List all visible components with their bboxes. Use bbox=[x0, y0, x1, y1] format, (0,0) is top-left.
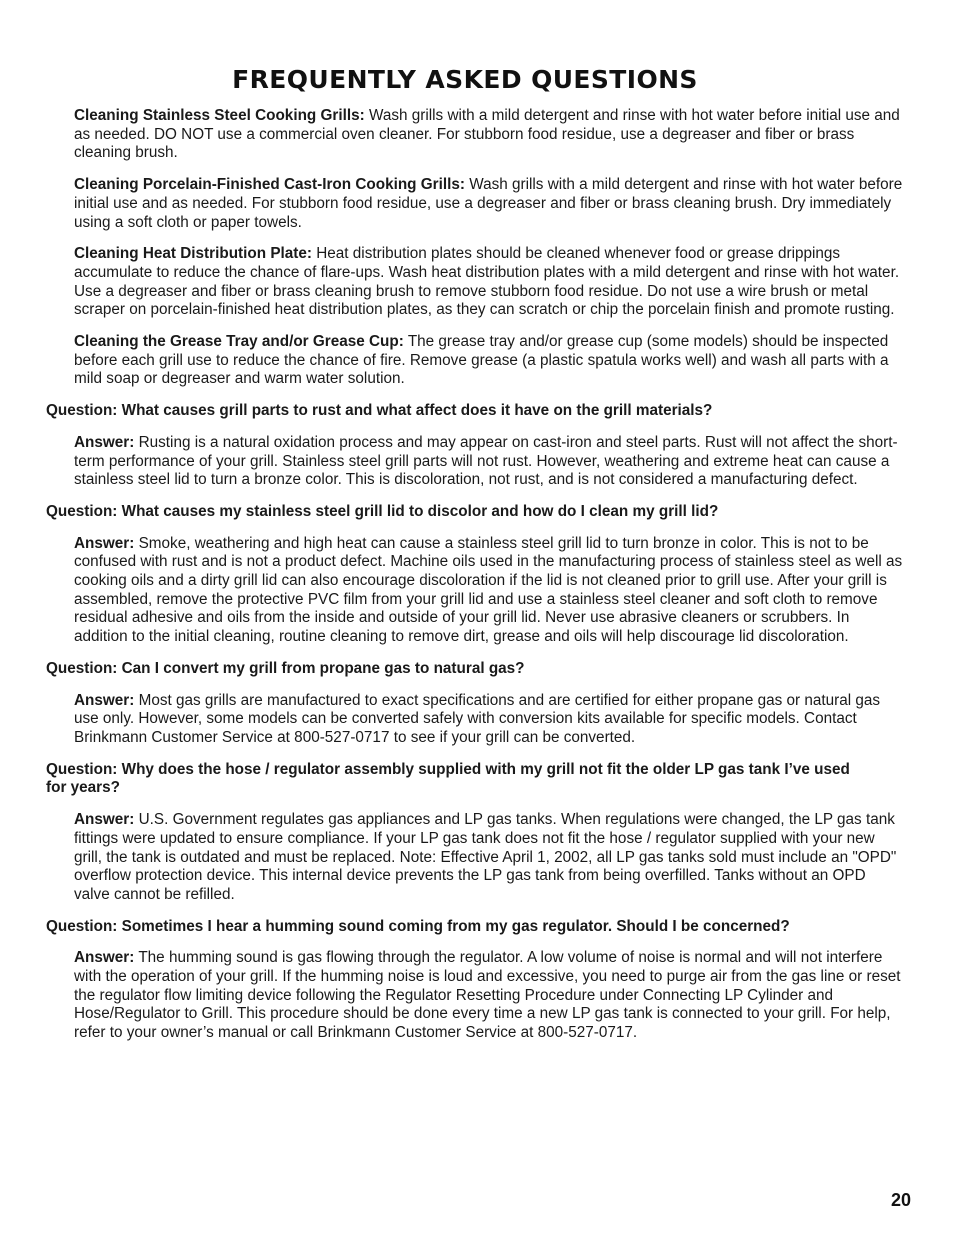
faq-answer-hose-regulator bbox=[46, 811, 904, 905]
answer-text: U.S. Government regulates gas appliances and LP gas tanks. When regulations were changed, the LP gas tank fittings were updated to ensure compliance. If your LP gas tank does not fit the hose / regulator supplied with your new grill, the tank is outdated and must be replaced. Note: Effective April 1, 2002, all LP gas tanks sold must include an "OPD" overflow protection device. This internal device prevents the LP gas tank from being overfilled. Tanks without an OPD valve cannot be refilled. bbox=[74, 811, 897, 903]
cleaning-paragraph-porcelain-grills bbox=[46, 176, 904, 232]
faq-answer-convert-gas bbox=[46, 692, 904, 748]
cleaning-paragraph-stainless-grills bbox=[46, 107, 904, 163]
faq-question-humming: Question: Sometimes I hear a humming sound coming from my gas regulator. Should I be concerned? bbox=[46, 917, 790, 935]
paragraph-text: Wash grills with a mild detergent and rinse with hot water before initial use and as needed. For stubborn food residue, use a degreaser and fiber or brass cleaning brush. Dry immediately using a soft cloth or paper towels. bbox=[74, 176, 903, 231]
paragraph-lead: Cleaning Porcelain-Finished Cast-Iron Cooking Grills: bbox=[74, 176, 465, 194]
faq-question-hose-regulator: Question: Why does the hose / regulator assembly supplied with my grill not fit the older LP gas tank I’ve used for years? bbox=[46, 760, 850, 797]
faq-answer-lid-discolor bbox=[46, 535, 904, 647]
answer-label: Answer: bbox=[74, 691, 135, 709]
paragraph-lead: Cleaning Stainless Steel Cooking Grills: bbox=[74, 107, 365, 124]
faq-question-lid-discolor: Question: What causes my stainless steel grill lid to discolor and how do I clean my grill lid? bbox=[46, 502, 719, 520]
paragraph-lead: Cleaning the Grease Tray and/or Grease Cup: bbox=[74, 333, 404, 351]
faq-content bbox=[46, 107, 904, 1056]
paragraph-text: Wash grills with a mild detergent and rinse with hot water before initial use and as needed. DO NOT use a commercial oven cleaner. For stubborn food residue, use a degreaser and fiber or brass cleaning brush. bbox=[74, 107, 900, 162]
answer-label: Answer: bbox=[74, 534, 135, 552]
answer-text: The humming sound is gas flowing through the regulator. A low volume of noise is normal and will not interfere with the operation of your grill. If the humming noise is loud and excessive, you need to purge air from the gas line or reset the regulator flow limiting device following the Regulator Resetting Procedure under Connecting LP Cylinder and Hose/Regulator to Grill. This procedure should be done every time a new LP gas tank is connected to your grill. For help, refer to your owner’s manual or call Brinkmann Customer Service at 800-527-0717. bbox=[74, 949, 901, 1042]
faq-answer-humming bbox=[46, 949, 904, 1043]
answer-text: Smoke, weathering and high heat can cause a stainless steel grill lid to turn bronze in color. This is not to be confused with rust and is not a product defect. Machine oils used in the manufacturing process of stainless steel as well as cooking oils and a dirty grill lid can also encourage discoloration if the lid is not cleaned prior to grill use. After your grill is assembled, remove the protective PVC film from your grill lid and use a stainless steel cleaner and soft cloth to remove residual adhesive and oils from the inside and outside of your grill lid. Never use abrasive cleaners or scrubbers. In addition to the initial cleaning, routine cleaning to remove dirt, grease and oils will help discourage lid discoloration. bbox=[74, 534, 903, 646]
paragraph-lead: Cleaning Heat Distribution Plate: bbox=[74, 245, 312, 263]
cleaning-paragraph-grease-tray bbox=[46, 333, 904, 389]
page-title: FREQUENTLY ASKED QUESTIONS bbox=[232, 65, 698, 94]
cleaning-paragraph-heat-plate bbox=[46, 245, 904, 320]
answer-label: Answer: bbox=[74, 811, 135, 829]
answer-text: Most gas grills are manufactured to exact specifications and are certified for either propane gas or natural gas use only. However, some models can be converted safely with conversion kits available for specific models. Contact Brinkmann Customer Service at 800-527-0717 to see if your grill can be converted. bbox=[74, 691, 881, 746]
paragraph-text: Heat distribution plates should be cleaned whenever food or grease drippings accumulate to reduce the chance of flare-ups. Wash heat distribution plates with a mild detergent and rinse with hot water. Use a degreaser and fiber or brass cleaning brush to remove stubborn food residue. Do not use a wire brush or metal scraper on porcelain-finished heat distribution plates, as they can scratch or chip the porcelain finish and promote rusting. bbox=[74, 245, 900, 319]
faq-answer-rust bbox=[46, 434, 904, 490]
page-number: 20 bbox=[890, 1190, 911, 1210]
paragraph-text: The grease tray and/or grease cup (some models) should be inspected before each grill use to reduce the chance of fire. Remove grease (a plastic spatula works well) and wash all parts with a mild soap or degreaser and warm water solution. bbox=[74, 333, 889, 388]
answer-text: Rusting is a natural oxidation process and may appear on cast-iron and steel parts. Rust will not affect the short-term performance of your grill. Stainless steel grill parts will not rust. However, weathering and extreme heat can cause a stainless steel lid to turn a bronze color. This is discoloration, not rust, and is not considered a manufacturing defect. bbox=[74, 433, 898, 489]
faq-question-rust: Question: What causes grill parts to rust and what affect does it have on the grill materials? bbox=[46, 402, 713, 420]
faq-question-convert-gas: Question: Can I convert my grill from propane gas to natural gas? bbox=[46, 659, 525, 677]
answer-label: Answer: bbox=[74, 433, 135, 451]
answer-label: Answer: bbox=[74, 949, 135, 967]
